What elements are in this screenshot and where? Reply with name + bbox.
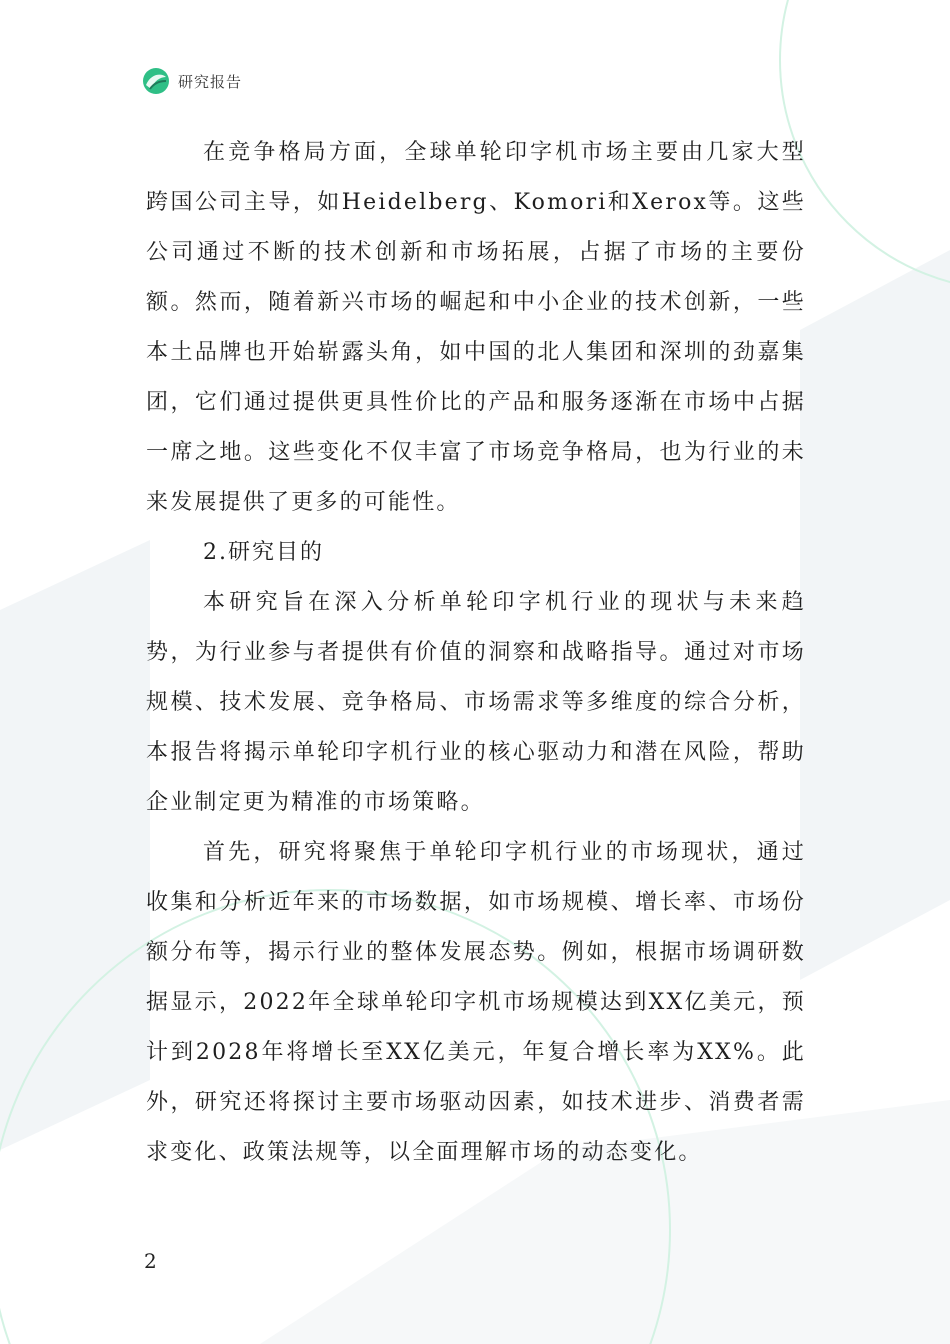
leaf-swirl-logo-icon	[142, 67, 170, 95]
page-number: 2	[144, 1249, 157, 1273]
bg-shape-left	[0, 540, 150, 1150]
paragraph-research-purpose: 本研究旨在深入分析单轮印字机行业的现状与未来趋势，为行业参与者提供有价值的洞察和战略指导。通过对市场规模、技术发展、竞争格局、市场需求等多维度的综合分析，本报告将揭示单轮印字机行业的核心驱动力和潜在风险，帮助企业制定更为精准的市场策略。	[146, 590, 806, 815]
document-body	[146, 128, 806, 1178]
report-header	[142, 66, 242, 96]
section-heading: 2.研究目的	[203, 540, 324, 565]
paragraph-market-status: 首先，研究将聚焦于单轮印字机行业的市场现状，通过收集和分析近年来的市场数据，如市场规模、增长率、市场份额分布等，揭示行业的整体发展态势。例如，根据市场调研数据显示，2022年全球单轮印字机市场规模达到XX亿美元，预计到2028年将增长至XX亿美元，年复合增长率为XX%。此外，研究还将探讨主要市场驱动因素，如技术进步、消费者需求变化、政策法规等，以全面理解市场的动态变化。	[146, 840, 806, 1165]
bg-shape-right	[800, 250, 950, 980]
header-title: 研究报告	[178, 72, 243, 91]
paragraph-competition: 在竞争格局方面，全球单轮印字机市场主要由几家大型跨国公司主导，如Heidelberg、Komori和Xerox等。这些公司通过不断的技术创新和市场拓展，占据了市场的主要份额。然而，随着新兴市场的崛起和中小企业的技术创新，一些本土品牌也开始崭露头角，如中国的北人集团和深圳的劲嘉集团，它们通过提供更具性价比的产品和服务逐渐在市场中占据一席之地。这些变化不仅丰富了市场竞争格局，也为行业的未来发展提供了更多的可能性。	[146, 140, 806, 515]
